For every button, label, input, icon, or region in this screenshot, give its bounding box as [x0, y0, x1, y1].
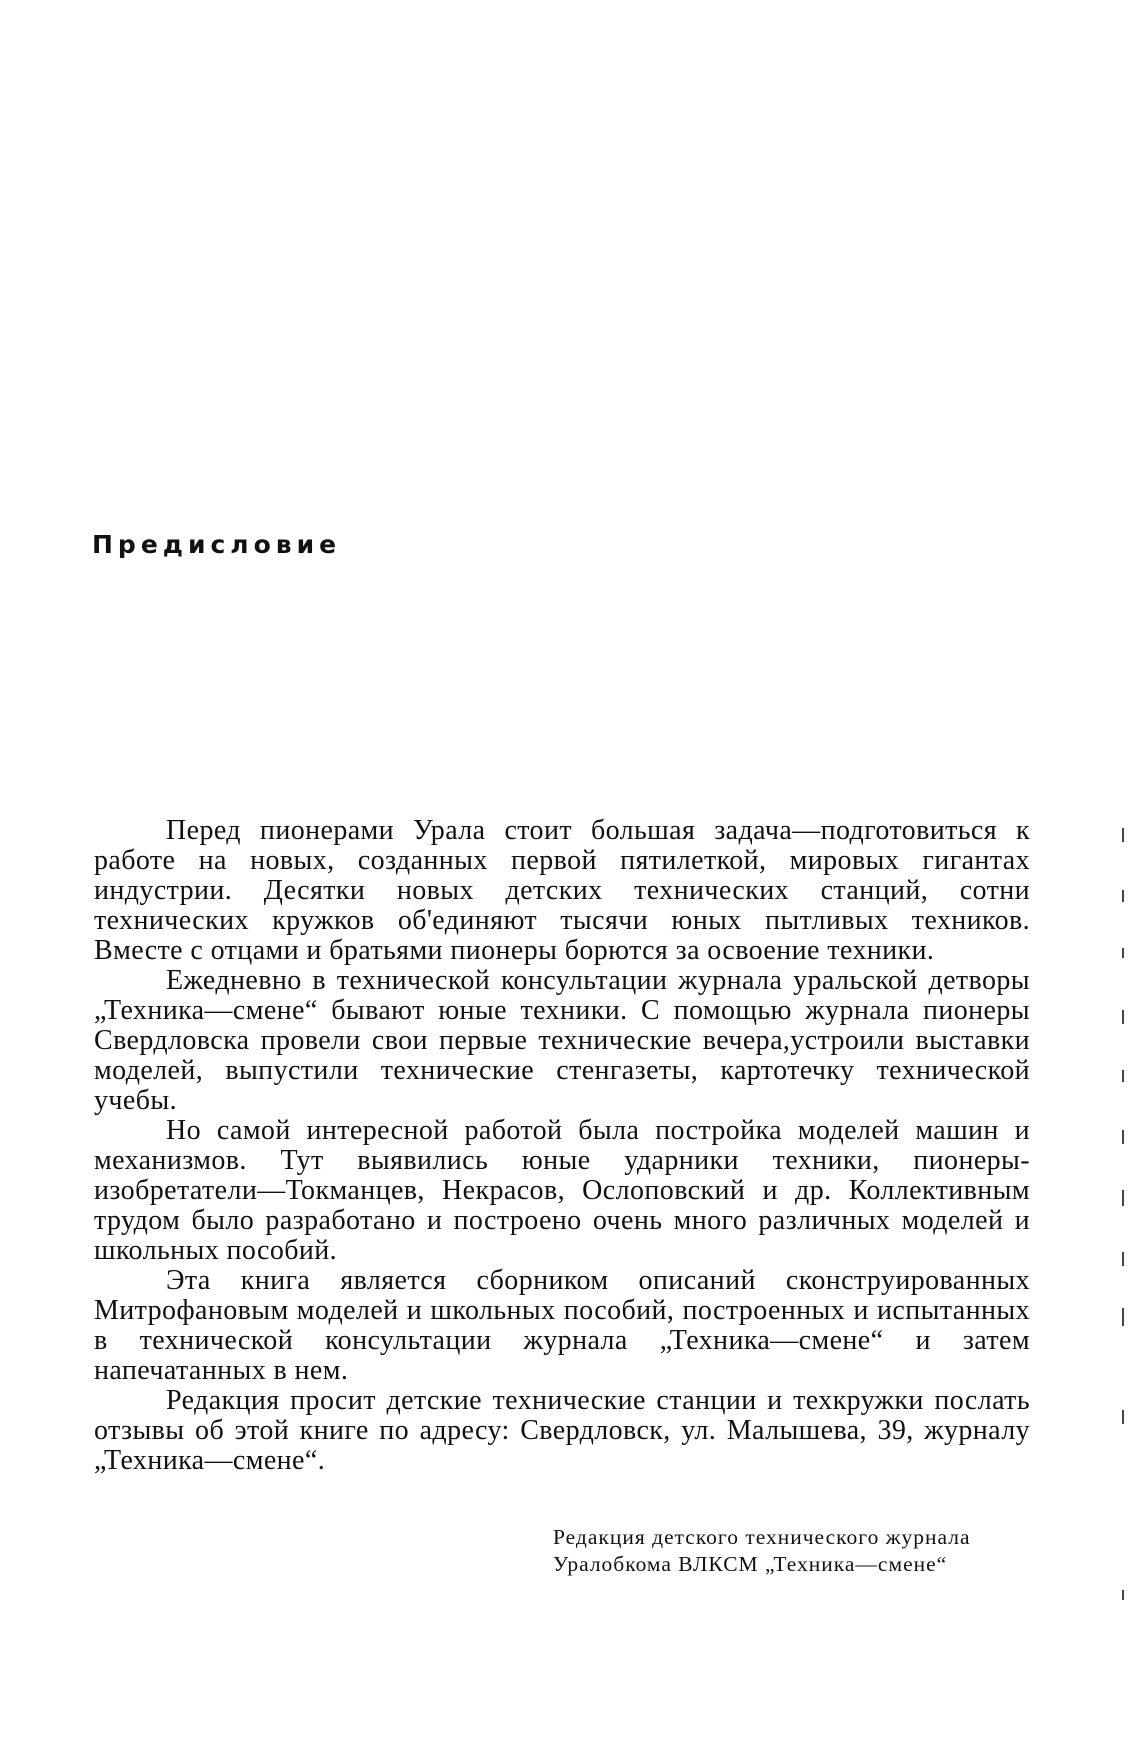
paragraph-4: Эта книга является сборником описаний сконструированных Митрофановым моделей и школьных пособий, построенных и испытанных в технической консультации журнала „Техника—смене“ и затем напечатанных в нем. — [94, 1265, 1030, 1386]
signature-line-1: Редакция детского технического журнала — [553, 1525, 971, 1549]
edge-mark — [1122, 948, 1124, 958]
preface-body — [94, 816, 1030, 1476]
paragraph-5: Редакция просит детские технические станции и техкружки послать отзывы об этой книге по адресу: Свердловск, ул. Малышева, 39, журналу „Техника—смене“. — [94, 1385, 1030, 1476]
edge-mark — [1122, 1410, 1124, 1424]
edge-mark — [1122, 1070, 1124, 1082]
edge-mark — [1122, 1010, 1124, 1024]
signature-line-2: Уралобкома ВЛКСМ „Техника—смене“ — [553, 1552, 948, 1576]
page-heading: Предисловие — [92, 530, 342, 559]
edge-mark — [1122, 828, 1124, 842]
scan-edge-artifacts — [1122, 820, 1128, 1600]
edge-mark — [1122, 1130, 1124, 1144]
paragraph-1: Перед пионерами Урала стоит большая задача—подготовиться к работе на новых, созданных первой пятилеткой, мировых гигантах индустрии. Десятки новых детских технических станций, сотни технических кружков об'единяют тысячи юных пытливых техников. Вместе с отцами и братьями пионеры борются за освоение техники. — [94, 815, 1030, 966]
paragraph-3: Но самой интересной работой была постройка моделей машин и механизмов. Тут выявились юные ударники техники, пионеры-изобретатели—Токманцев, Некрасов, Ослоповский и др. Коллективным трудом было разработано и построено очень много различных моделей и школьных пособий. — [94, 1115, 1030, 1266]
edge-mark — [1122, 890, 1124, 902]
edge-mark — [1122, 1190, 1124, 1206]
edge-mark — [1122, 1252, 1124, 1266]
editorial-signature — [553, 1524, 1033, 1578]
edge-mark — [1122, 1308, 1124, 1326]
edge-mark — [1122, 1590, 1124, 1600]
paragraph-2: Ежедневно в технической консультации журнала уральской детворы „Техника—смене“ бывают юные техники. С помощью журнала пионеры Свердловска провели свои первые технические вечера,устроили выставки моделей, выпустили технические стенгазеты, картотечку технической учебы. — [94, 965, 1030, 1116]
